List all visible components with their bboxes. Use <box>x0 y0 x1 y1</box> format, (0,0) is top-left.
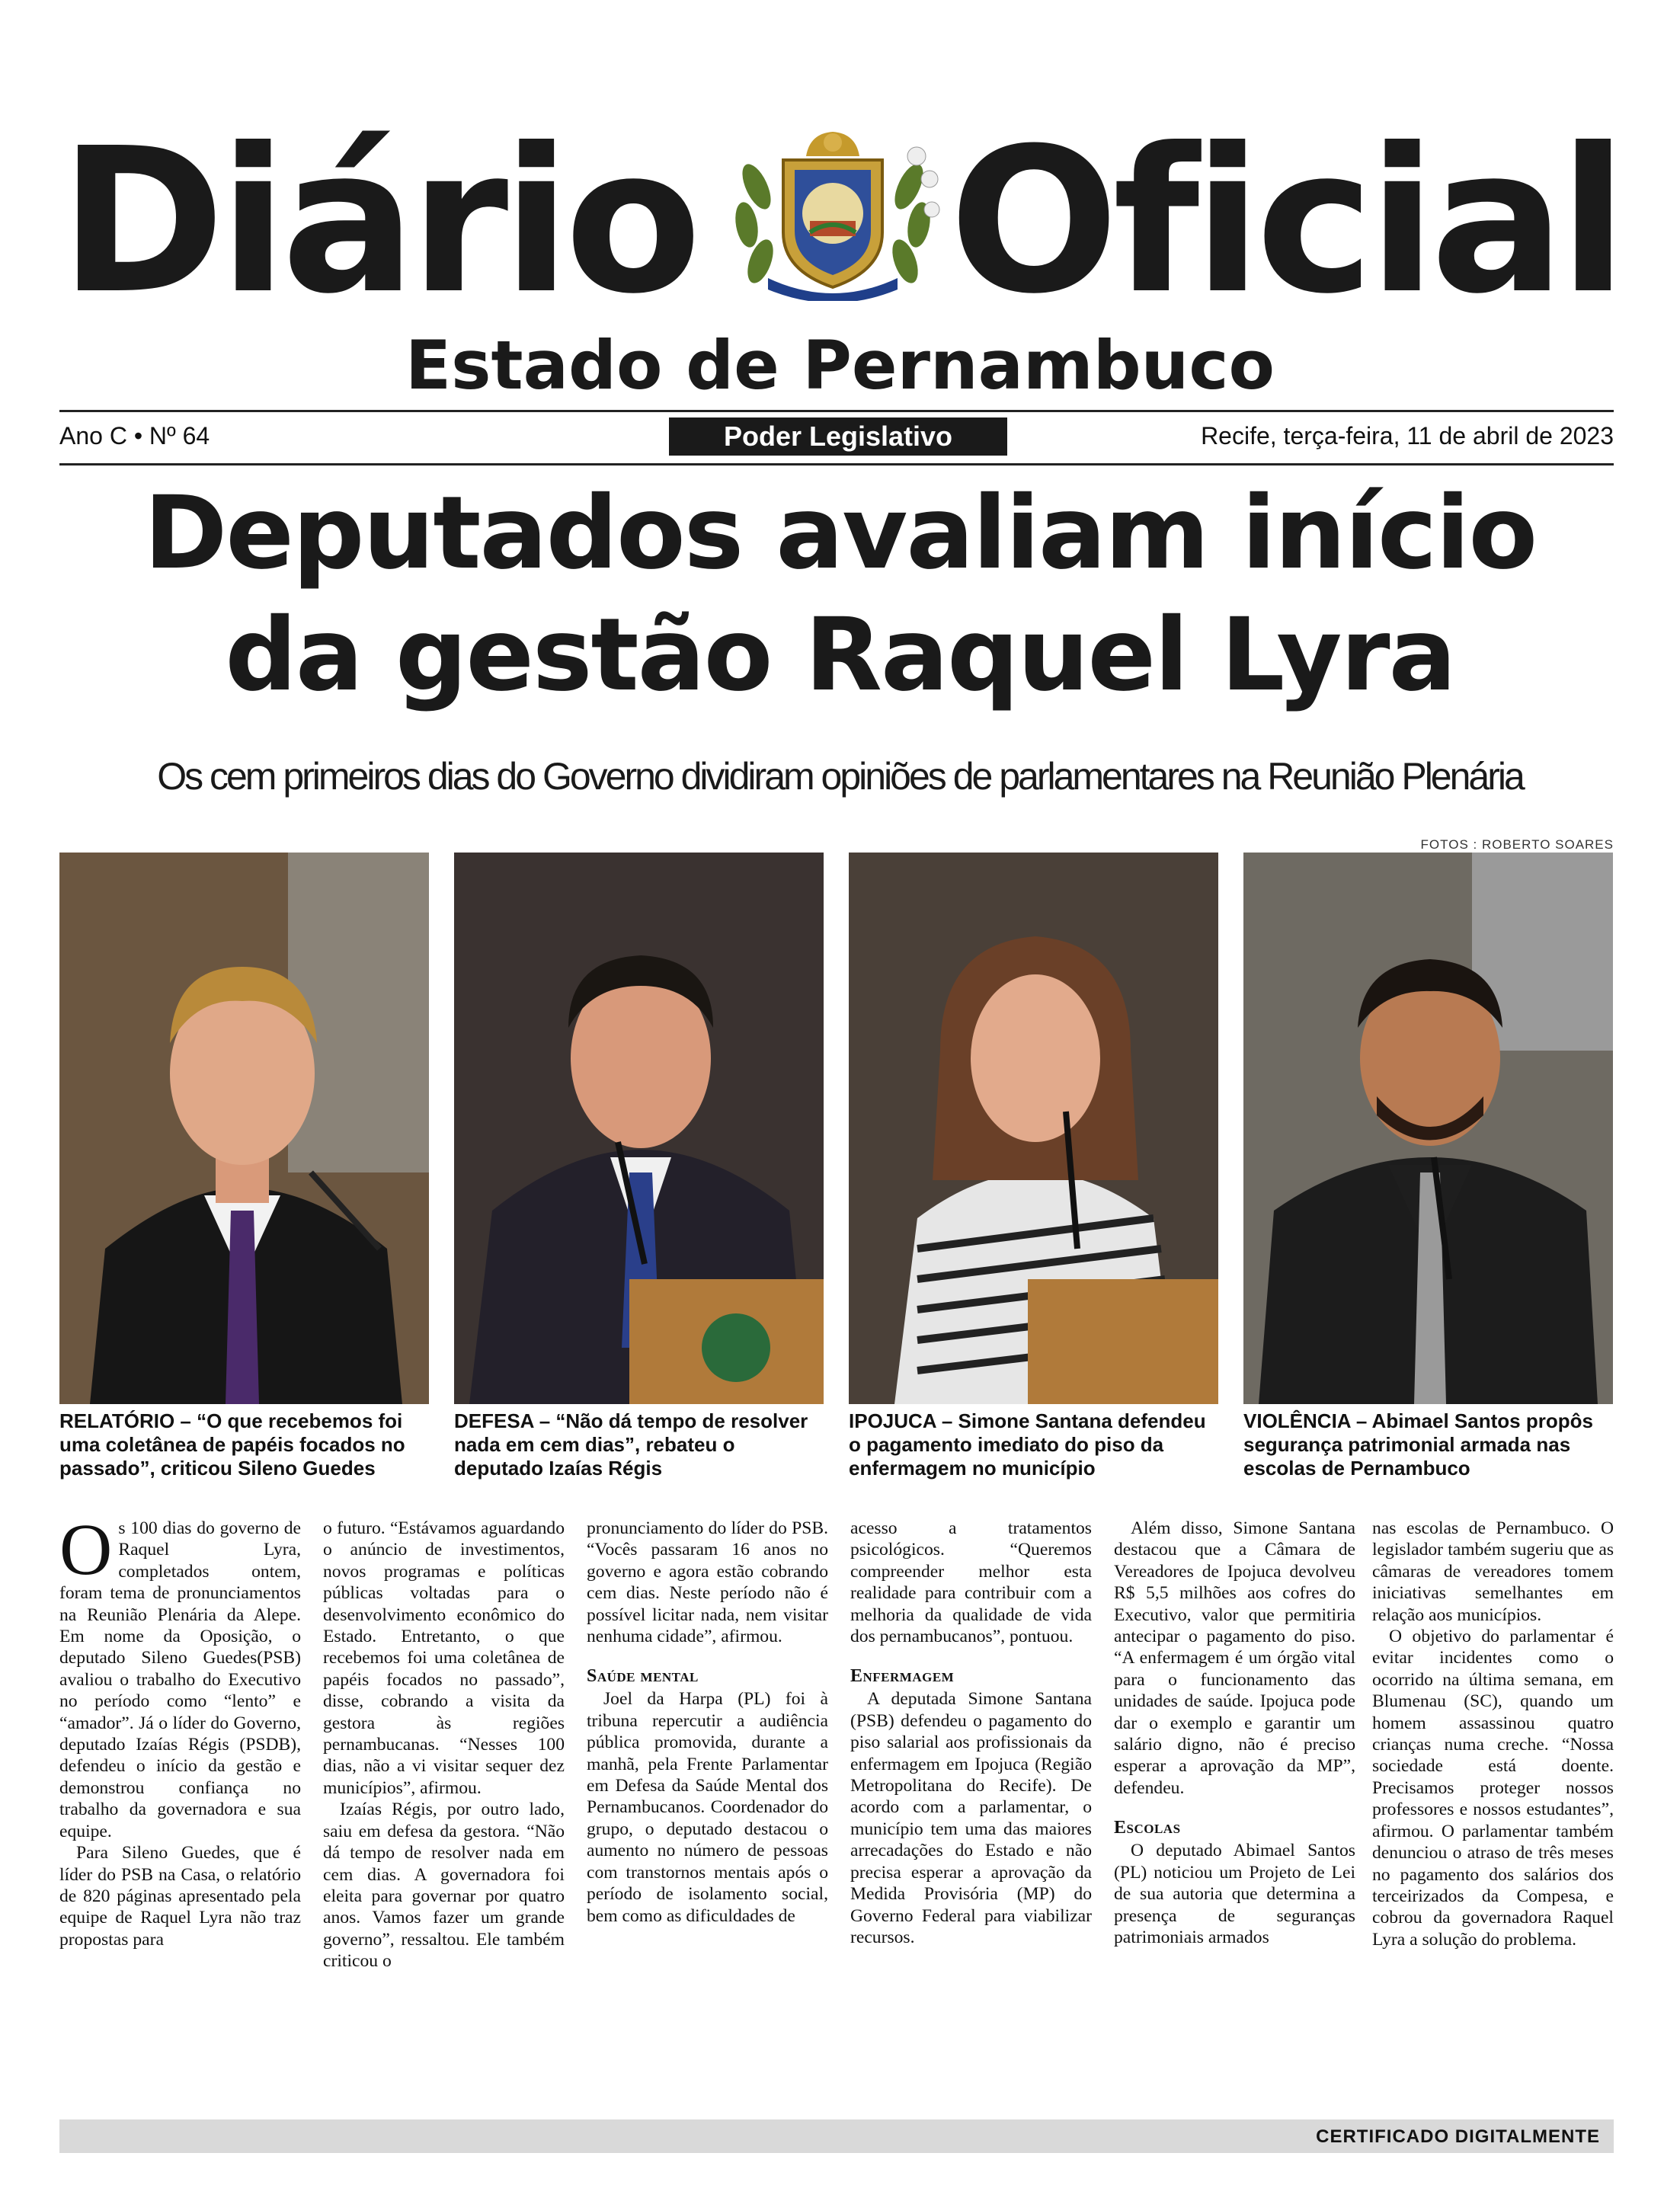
photo-izaias-regis <box>454 853 824 1404</box>
masthead <box>59 105 1621 343</box>
masthead-subtitle: Estado de Pernambuco <box>405 326 1275 405</box>
headline-line-2: da gestão Raquel Lyra <box>225 597 1455 714</box>
section-heading: Escolas <box>1114 1818 1181 1838</box>
info-bar <box>59 417 1614 459</box>
caption-2: DEFESA – “Não dá tempo de resolver nada em cem dias”, rebateu o deputado Izaías Régis <box>454 1409 808 1480</box>
article-paragraph: O deputado Abimael Santos (PL) noticiou um Projeto de Lei de sua autoria que determina a presença de seguranças patrimoniais armados <box>1114 1841 1355 1947</box>
section-heading: Enfermagem <box>850 1666 955 1687</box>
bottom-rule <box>59 463 1614 465</box>
photo-simone-santana <box>849 853 1218 1404</box>
article-column-6 <box>1372 1518 1614 1950</box>
article-paragraph: Além disso, Simone Santana destacou que a Câmara de Vereadores de Ipojuca devolveu R$ 5,5 milhões aos cofres do Executivo, valor que permitiria antecipar o pagamento do piso. “A enfermagem é um órgão vital para o funcionamento das unidades de saúde. Ipojuca pode dar o exemplo e garantir um salário digno, não é preciso esperar a aprovação da MP”, defendeu. <box>1114 1518 1355 1798</box>
article-paragraph: A deputada Simone Santana (PSB) defendeu o pagamento do piso salarial aos profissionais da enfermagem em Ipojuca (Região Metropolitana do Recife). De acordo com a parlamentar, o município tem uma das maiores arrecadações do Estado e não precisa esperar a aprovação da Medida Provisória (MP) do Governo Federal para viabilizar recursos. <box>850 1689 1092 1947</box>
article-paragraph: Izaías Régis, por outro lado, saiu em defesa da gestora. “Não dá tempo de resolver nada em cem dias. A governadora foi eleita para governar por quatro anos. Vamos fazer um grande governo”, ressaltou. Ele também criticou o <box>323 1800 565 1972</box>
digital-certificate-label: CERTIFICADO DIGITALMENTE <box>1316 2126 1600 2147</box>
photo-sileno-guedes <box>59 853 429 1404</box>
top-rule <box>59 410 1614 412</box>
article-column-2 <box>323 1518 565 1972</box>
article-paragraph: Joel da Harpa (PL) foi à tribuna repercutir a audiência pública promovida, durante a manhã, pela Frente Parlamentar em Defesa da Saúde Mental dos Pernambucanos. Coordenador do grupo, o deputado destacou o aumento no número de pessoas com transtornos mentais após o período de isolamento social, bem como as dificuldades de <box>587 1689 828 1926</box>
article-column-3 <box>587 1518 828 1927</box>
article-paragraph: acesso a tratamentos psicológicos. “Queremos compreender melhor esta realidade para contribuir com a melhoria da qualidade de vida dos pernambucanos”, pontuou. <box>850 1518 1092 1647</box>
article-column-5 <box>1114 1518 1355 1948</box>
edition-date: Recife, terça-feira, 11 de abril de 2023 <box>1201 422 1614 449</box>
article-paragraph: o futuro. “Estávamos aguardando o anúncio de investimentos, novos programas e políticas públicas voltadas para o desenvolvimento econômico do Estado. Entretanto, o que recebemos foi uma coletânea de papéis focados no passado”, disse, cobrando a visita da gestora às regiões pernambucanas. “Nesses 100 dias, não a vi visitar sequer dez municípios”, afirmou. <box>323 1518 565 1798</box>
caption-3: IPOJUCA – Simone Santana defendeu o pagamento imediato do piso da enfermagem no município <box>849 1409 1206 1480</box>
footer-bar <box>59 2119 1614 2153</box>
coat-of-arms-icon <box>715 126 951 301</box>
caption-4: VIOLÊNCIA – Abimael Santos propôs segurança patrimonial armada nas escolas de Pernambuco <box>1243 1409 1593 1480</box>
photo-abimael-santos <box>1243 853 1613 1404</box>
standfirst: Os cem primeiros dias do Governo dividiram opiniões de parlamentares na Reunião Plenária <box>157 755 1523 798</box>
article-paragraph: Os 100 dias do governo de Raquel Lyra, completados ontem, foram tema de pronunciamentos na Reunião Plenária da Alepe. Em nome da Oposição, o deputado Sileno Guedes(PSB) avaliou o trabalho do Executivo no período como “lento” e “amador”. Já o líder do Governo, deputado Izaías Régis (PSDB), defendeu o início da gestão e demonstrou confiança no trabalho da governadora e sua equipe. <box>59 1508 301 1841</box>
article-column-4 <box>850 1518 1092 1948</box>
article-paragraph: O objetivo do parlamentar é evitar incidentes como o ocorrido na última semana, em Blumenau (SC), quando um homem assassinou quatro crianças numa creche. “Nossa sociedade está doente. Precisamos proteger nossos professores e nossos estudantes”, afirmou. O parlamentar também denunciou o atraso de três meses no pagamento dos salários dos terceirizados da Compesa, e cobrou da governadora Raquel Lyra a solução do problema. <box>1372 1627 1614 1950</box>
masthead-title-right: Oficial <box>949 105 1621 338</box>
section-heading: Saúde mental <box>587 1666 699 1687</box>
caption-1: RELATÓRIO – “O que recebemos foi uma coletânea de papéis focados no passado”, criticou Sileno Guedes <box>59 1409 405 1480</box>
headline <box>0 472 1680 716</box>
drop-cap: O <box>59 1508 113 1590</box>
headline-line-1: Deputados avaliam início <box>143 475 1537 592</box>
edition-number: Ano C • Nº 64 <box>59 422 210 449</box>
photo-credit: FOTOS : ROBERTO SOARES <box>1420 837 1614 852</box>
article-column-1 <box>59 1508 301 1950</box>
article-paragraph: Para Sileno Guedes, que é líder do PSB na Casa, o relatório de 820 páginas apresentado pela equipe de Raquel Lyra não traz propostas para <box>59 1843 301 1950</box>
article-paragraph: pronunciamento do líder do PSB. “Vocês passaram 16 anos no governo e agora estão cobrando cem dias. Neste período não é possível licitar nada, nem visitar nenhuma cidade”, afirmou. <box>587 1518 828 1647</box>
section-badge: Poder Legislativo <box>669 417 1007 456</box>
article-paragraph: nas escolas de Pernambuco. O legislador também sugeriu que as câmaras de vereadores tomem iniciativas semelhantes em relação aos municípios. <box>1372 1518 1614 1625</box>
masthead-title-left: Diário <box>59 105 696 338</box>
